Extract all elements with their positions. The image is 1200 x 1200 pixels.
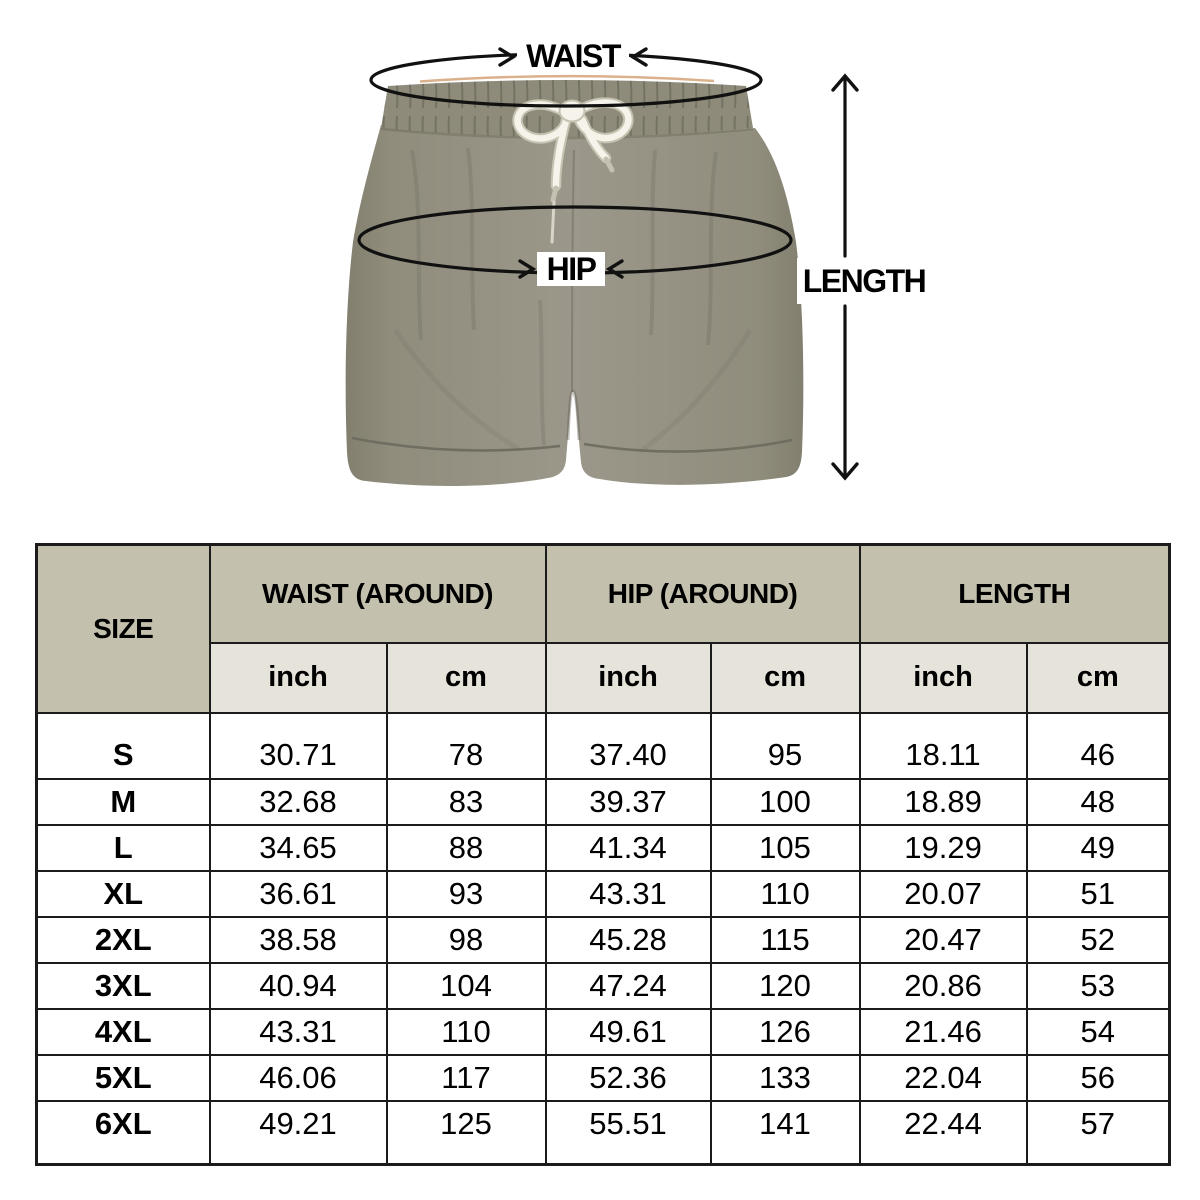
table-cell: 56 (1027, 1055, 1170, 1101)
size-chart-table (35, 543, 1171, 1166)
table-cell: 55.51 (546, 1101, 711, 1165)
size-cell: 3XL (37, 963, 210, 1009)
table-cell: 51 (1027, 871, 1170, 917)
table-cell: 47.24 (546, 963, 711, 1009)
table-cell: 100 (711, 779, 860, 825)
table-row (37, 871, 1170, 917)
table-cell: 22.44 (860, 1101, 1027, 1165)
shorts-body (346, 125, 804, 486)
table-cell: 36.61 (210, 871, 387, 917)
waist-group-header: WAIST (AROUND) (210, 545, 546, 643)
length-group-header: LENGTH (860, 545, 1170, 643)
table-row (37, 1009, 1170, 1055)
table-cell: 104 (387, 963, 546, 1009)
table-cell: 83 (387, 779, 546, 825)
unit-header: cm (1027, 643, 1170, 713)
table-cell: 110 (387, 1009, 546, 1055)
table-cell: 95 (711, 713, 860, 779)
length-label: LENGTH (797, 258, 931, 304)
table-cell: 48 (1027, 779, 1170, 825)
table-cell: 126 (711, 1009, 860, 1055)
unit-header: cm (711, 643, 860, 713)
table-cell: 41.34 (546, 825, 711, 871)
table-group-header-row (37, 545, 1170, 643)
table-cell: 78 (387, 713, 546, 779)
table-cell: 54 (1027, 1009, 1170, 1055)
table-cell: 49.61 (546, 1009, 711, 1055)
size-cell: 5XL (37, 1055, 210, 1101)
table-cell: 117 (387, 1055, 546, 1101)
table-cell: 57 (1027, 1101, 1170, 1165)
table-header (37, 545, 1170, 713)
table-cell: 88 (387, 825, 546, 871)
table-cell: 20.07 (860, 871, 1027, 917)
table-row (37, 825, 1170, 871)
table-cell: 46.06 (210, 1055, 387, 1101)
table-cell: 52 (1027, 917, 1170, 963)
table-cell: 43.31 (210, 1009, 387, 1055)
table-cell: 93 (387, 871, 546, 917)
size-cell: S (37, 713, 210, 779)
table-cell: 20.86 (860, 963, 1027, 1009)
table-cell: 98 (387, 917, 546, 963)
table-cell: 125 (387, 1101, 546, 1165)
table-cell: 21.46 (860, 1009, 1027, 1055)
size-cell: XL (37, 871, 210, 917)
table-cell: 53 (1027, 963, 1170, 1009)
table-cell: 18.89 (860, 779, 1027, 825)
table-cell: 30.71 (210, 713, 387, 779)
table-cell: 49.21 (210, 1101, 387, 1165)
table-cell: 34.65 (210, 825, 387, 871)
size-column-header: SIZE (37, 545, 210, 713)
table-cell: 115 (711, 917, 860, 963)
unit-header: inch (860, 643, 1027, 713)
table-cell: 43.31 (546, 871, 711, 917)
size-cell: 2XL (37, 917, 210, 963)
hip-group-header: HIP (AROUND) (546, 545, 860, 643)
shorts-measurement-figure (0, 0, 1200, 542)
table-row (37, 917, 1170, 963)
table-cell: 37.40 (546, 713, 711, 779)
size-cell: M (37, 779, 210, 825)
table-cell: 45.28 (546, 917, 711, 963)
waist-label: WAIST (517, 39, 629, 73)
table-cell: 141 (711, 1101, 860, 1165)
table-cell: 20.47 (860, 917, 1027, 963)
table-cell: 49 (1027, 825, 1170, 871)
size-cell: 4XL (37, 1009, 210, 1055)
table-row (37, 1101, 1170, 1165)
unit-header: cm (387, 643, 546, 713)
table-cell: 120 (711, 963, 860, 1009)
hip-label: HIP (537, 252, 605, 286)
table-cell: 110 (711, 871, 860, 917)
table-cell: 18.11 (860, 713, 1027, 779)
table-cell: 38.58 (210, 917, 387, 963)
size-cell: L (37, 825, 210, 871)
table-cell: 46 (1027, 713, 1170, 779)
table-cell: 105 (711, 825, 860, 871)
table-cell: 22.04 (860, 1055, 1027, 1101)
table-cell: 19.29 (860, 825, 1027, 871)
table-row (37, 713, 1170, 779)
size-cell: 6XL (37, 1101, 210, 1165)
table-cell: 32.68 (210, 779, 387, 825)
table-cell: 39.37 (546, 779, 711, 825)
table-row (37, 779, 1170, 825)
unit-header: inch (546, 643, 711, 713)
table-row (37, 1055, 1170, 1101)
unit-header: inch (210, 643, 387, 713)
table-body (37, 713, 1170, 1165)
table-cell: 133 (711, 1055, 860, 1101)
table-cell: 40.94 (210, 963, 387, 1009)
table-cell: 52.36 (546, 1055, 711, 1101)
table-row (37, 963, 1170, 1009)
